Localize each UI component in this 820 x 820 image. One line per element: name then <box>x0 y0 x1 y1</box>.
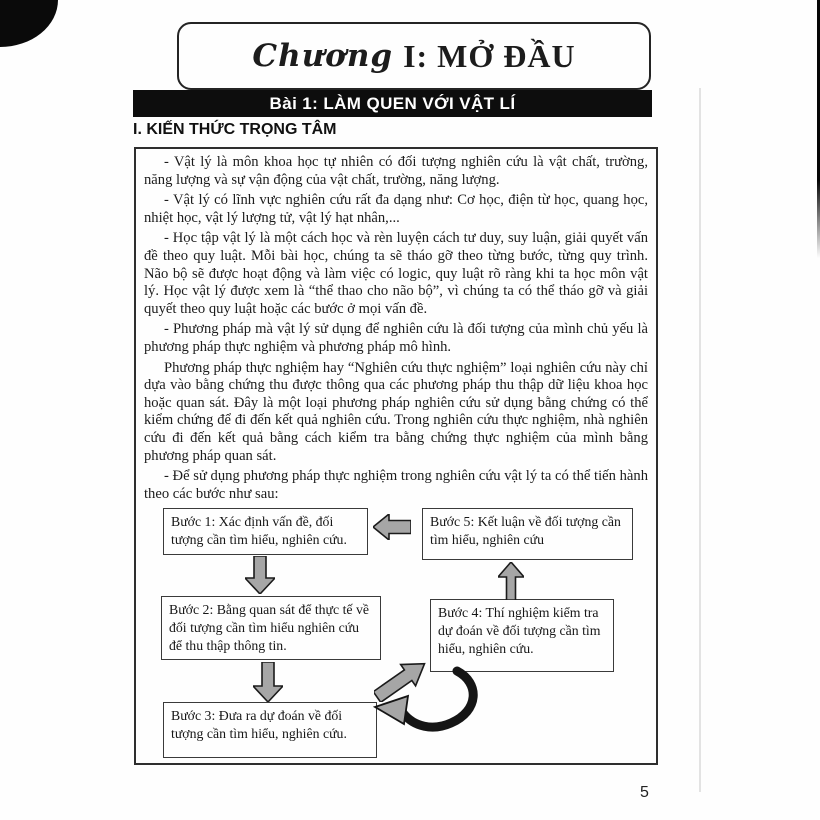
chapter-word: Chương <box>252 38 394 74</box>
paragraph: - Học tập vật lý là một cách học và rèn luyện cách tư duy, suy luận, giải quyết vấn đề theo quy luật. Mỗi bài học, chúng ta sẽ tháo gỡ theo từng bước, từng quy trình. Não bộ sẽ được hoạt động và làm việc có logic, quy luật rõ ràng khi ta học môn vật lý. Học vật lý được xem là “thể thao cho não bộ”, vì chúng ta có thể tháo gỡ và giải quyết theo quy luật hoặc các bước ở mọi vấn đề. <box>144 230 648 317</box>
arrow-down-icon <box>253 662 283 702</box>
flowchart-step-2: Bước 2: Bằng quan sát để thực tế về đối tượng cần tìm hiểu nghiên cứu để thu thập thông tin. <box>161 596 381 660</box>
lesson-title: Bài 1: LÀM QUEN VỚI VẬT LÍ <box>269 93 516 113</box>
paragraph: - Vật lý có lĩnh vực nghiên cứu rất đa dạng như: Cơ học, điện từ học, quang học, nhiệt học, vật lý lượng tử, vật lý hạt nhân,... <box>144 192 648 226</box>
section-heading: I. KIẾN THỨC TRỌNG TÂM <box>133 121 337 138</box>
paragraph: - Để sử dụng phương pháp thực nghiệm trong nghiên cứu vật lý ta có thể tiến hành theo các bước như sau: <box>144 468 648 502</box>
paragraph: - Vật lý là môn khoa học tự nhiên có đối tượng nghiên cứu là vật chất, trường, năng lượng và sự vận động của vật chất, trường, năng lượng. <box>144 154 648 188</box>
flowchart-step-3: Bước 3: Đưa ra dự đoán về đối tượng cần tìm hiểu, nghiên cứu. <box>163 702 377 758</box>
arrow-left-icon <box>373 514 411 540</box>
chapter-title: I: MỞ ĐẦU <box>403 37 576 74</box>
flowchart-step-5: Bước 5: Kết luận về đối tượng cần tìm hiểu, nghiên cứu <box>422 508 633 560</box>
arrow-down-icon <box>245 556 275 594</box>
page-edge-shadow <box>699 88 701 792</box>
chapter-title-box <box>177 22 651 90</box>
lesson-title-banner <box>133 90 652 117</box>
scan-corner-artifact <box>0 0 58 47</box>
paragraph: - Phương pháp mà vật lý sử dụng để nghiên cứu là đối tượng của mình chủ yếu là phương pháp thực nghiệm và phương pháp mô hình. <box>144 321 648 355</box>
curved-loop-arrow-icon <box>367 647 482 732</box>
key-knowledge-box <box>134 147 658 765</box>
flowchart-step-4: Bước 4: Thí nghiệm kiểm tra dự đoán về đối tượng cần tìm hiểu, nghiên cứu. <box>430 599 614 672</box>
flowchart-step-1: Bước 1: Xác định vấn đề, đối tượng cần tìm hiểu, nghiên cứu. <box>163 508 368 555</box>
page-number: 5 <box>640 784 649 801</box>
body-text <box>136 149 656 503</box>
arrow-up-icon <box>498 562 524 600</box>
paragraph: Phương pháp thực nghiệm hay “Nghiên cứu thực nghiệm” loại nghiên cứu này chỉ dựa vào bằng chứng thu được thông qua các phương pháp thu thập dữ liệu khoa học hoặc quan sát. Đây là một loại phương pháp nghiên cứu sử dụng bằng chứng có thể kiểm chứng để đi đến kết quả nghiên cứu. Trong nghiên cứu thực nghiệm, nhà nghiên cứu đi đến kết quả bằng cách kiểm tra bằng chứng thực nghiệm của mình bằng phương pháp quan sát. <box>144 359 648 464</box>
